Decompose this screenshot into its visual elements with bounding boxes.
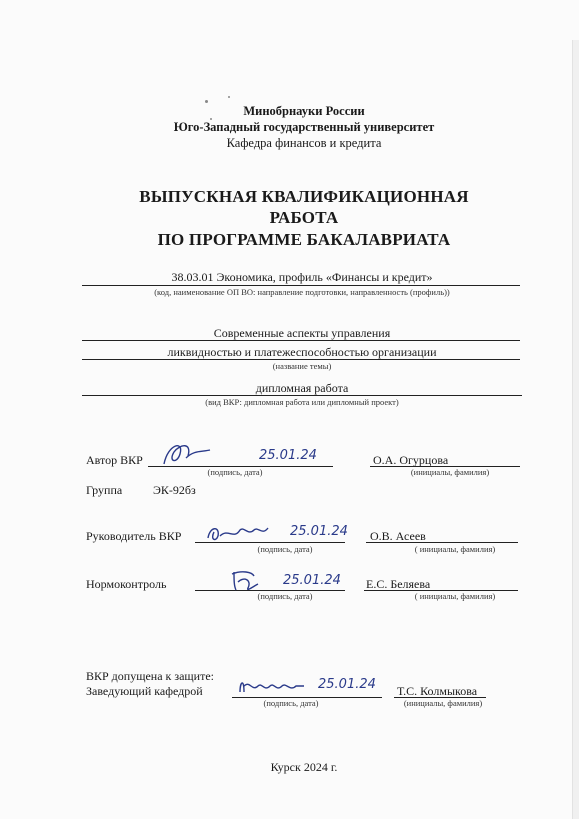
topic-line-2: ликвидностью и платежеспособностью организации xyxy=(167,345,437,359)
author-label: Автор ВКР xyxy=(86,453,143,467)
head-name-caption: (инициалы, фамилия) xyxy=(403,698,483,708)
head-signature xyxy=(236,674,308,700)
normcontrol-signature xyxy=(228,566,262,594)
work-type-value: дипломная работа xyxy=(255,381,349,395)
department-name: Кафедра финансов и кредита xyxy=(226,136,382,150)
group-label: Группа xyxy=(86,483,123,497)
topic-underline-1 xyxy=(82,340,520,341)
title-line-2: РАБОТА xyxy=(269,208,339,227)
head-date: 25.01.24 xyxy=(318,677,376,692)
normcontrol-name: Е.С. Беляева xyxy=(366,577,431,591)
group-value: ЭК-92бз xyxy=(153,483,196,497)
supervisor-name-line xyxy=(366,542,518,543)
topic-caption: (название темы) xyxy=(272,361,332,371)
supervisor-label: Руководитель ВКР xyxy=(86,529,182,543)
normcontrol-name-caption: ( инициалы, фамилия) xyxy=(414,591,496,601)
admission-label-2: Заведующий кафедрой xyxy=(86,684,203,698)
normcontrol-sign-caption: (подпись, дата) xyxy=(257,591,313,601)
scan-speck xyxy=(228,96,230,98)
program-caption: (код, наименование ОП ВО: направление подготовки, направленность (профиль)) xyxy=(154,287,450,297)
head-name: Т.С. Колмыкова xyxy=(397,684,478,698)
supervisor-name: О.В. Асеев xyxy=(370,529,426,543)
supervisor-sign-caption: (подпись, дата) xyxy=(257,544,313,554)
supervisor-name-caption: ( инициалы, фамилия) xyxy=(414,544,496,554)
normcontrol-date: 25.01.24 xyxy=(283,573,341,588)
university-name: Юго-Западный государственный университет xyxy=(173,120,435,134)
work-type-underline xyxy=(82,395,522,396)
city-year: Курск 2024 г. xyxy=(270,760,338,774)
author-date: 25.01.24 xyxy=(259,448,317,463)
author-sign-caption: (подпись, дата) xyxy=(207,467,263,477)
scan-speck xyxy=(205,100,208,103)
title-line-1: ВЫПУСКНАЯ КВАЛИФИКАЦИОННАЯ xyxy=(139,187,469,206)
work-type-caption: (вид ВКР: дипломная работа или дипломный проект) xyxy=(205,397,399,407)
program-underline xyxy=(82,285,520,286)
page-edge xyxy=(572,40,579,819)
ministry-name: Минобрнауки России xyxy=(243,104,365,118)
author-name-caption: (инициалы, фамилия) xyxy=(410,467,490,477)
admission-label-1: ВКР допущена к защите: xyxy=(86,669,214,683)
normcontrol-label: Нормоконтроль xyxy=(86,577,167,591)
supervisor-date: 25.01.24 xyxy=(290,524,348,539)
program-value: 38.03.01 Экономика, профиль «Финансы и кредит» xyxy=(171,270,433,284)
admission-sign-caption: (подпись, дата) xyxy=(263,698,319,708)
topic-underline-2 xyxy=(82,359,520,360)
author-name: О.А. Огурцова xyxy=(373,453,449,467)
topic-line-1: Современные аспекты управления xyxy=(213,326,391,340)
title-line-3: ПО ПРОГРАММЕ БАКАЛАВРИАТА xyxy=(157,230,451,249)
